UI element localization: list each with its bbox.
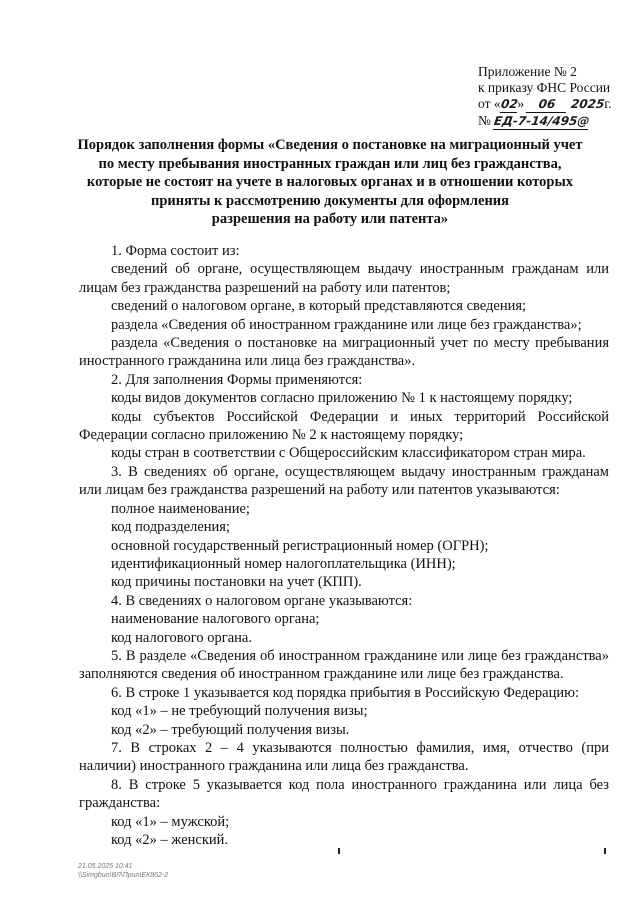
paragraph: код причины постановки на учет (КПП).: [111, 574, 362, 591]
paragraph: 6. В строке 1 указывается код порядка прибытия в Российскую Федерацию:: [111, 684, 579, 701]
appendix-date: от «02» 06 2025г.: [478, 96, 612, 111]
paragraph: идентификационный номер налогоплательщика (ИНН);: [111, 555, 456, 572]
paragraph: код «2» – требующий получения визы.: [111, 721, 350, 738]
number-prefix: №: [478, 113, 495, 128]
paragraph: раздела «Сведения о постановке на миграционный учет по месту пребывания иностранного гражданина или лица без гражданства».: [79, 335, 609, 370]
paragraph: код подразделения;: [111, 519, 230, 536]
title-line: Порядок заполнения формы «Сведения о постановке на миграционный учет: [77, 137, 583, 153]
paragraph: код «1» – мужской;: [111, 813, 230, 830]
paragraph: 7. В строках 2 – 4 указываются полностью фамилия, имя, отчество (при наличии) иностранного гражданина или лица без гражданства.: [79, 739, 609, 775]
scan-mark: [338, 848, 340, 854]
paragraph: код «1» – не требующий получения визы;: [111, 703, 368, 720]
paragraph: 4. В сведениях о налоговом органе указываются:: [111, 592, 413, 609]
date-month: 06: [526, 96, 568, 113]
title-line: по месту пребывания иностранных граждан или лиц без гражданства,: [98, 155, 562, 172]
paragraph: коды видов документов согласно приложению № 1 к настоящему порядку;: [111, 390, 573, 407]
date-year: 2025: [569, 97, 606, 111]
paragraph: код налогового органа.: [111, 629, 252, 646]
appendix-order-ref: к приказу ФНС России: [478, 80, 611, 95]
appendix-number: [478, 113, 628, 130]
footer-stamp: [78, 862, 168, 880]
title-line: разрешения на работу или патента»: [211, 211, 449, 227]
paragraph: 1. Форма состоит из:: [111, 243, 240, 259]
appendix-title: Приложение № 2: [478, 64, 577, 79]
paragraph: наименование налогового органа;: [111, 611, 320, 628]
paragraph: код «2» – женский.: [111, 832, 229, 848]
scan-mark: [604, 848, 606, 854]
footer-path: \\Simgbuo\ВЛ\Прил\ЕК862-2: [78, 872, 169, 879]
date-prefix: от «: [478, 96, 501, 111]
paragraph: 8. В строке 5 указывается код пола иностранного гражданина или лица без гражданства:: [79, 776, 609, 812]
footer-datetime: 21.05.2025 10:41: [78, 863, 133, 870]
paragraph: 3. В сведениях об органе, осуществляющем выдачу иностранным гражданам или лицам без гражданства разрешений на работу или патентов указываются:: [79, 463, 609, 499]
date-suffix: г.: [604, 96, 612, 111]
paragraph: 2. Для заполнения Формы применяются:: [111, 371, 363, 388]
title-line: которые не состоят на учете в налоговых органах и в отношении которых: [86, 174, 574, 190]
paragraph: коды субъектов Российской Федерации и иных территорий Российской Федерации согласно приложению № 2 к настоящему порядку;: [79, 408, 609, 444]
paragraph: основной государственный регистрационный номер (ОГРН);: [111, 537, 489, 554]
paragraph: полное наименование;: [111, 500, 250, 517]
paragraph: раздела «Сведения об иностранном гражданине или лице без гражданства»;: [111, 316, 582, 333]
title-line: приняты к рассмотрению документы для оформления: [150, 192, 509, 209]
number-value: ЕД-7-14/495@: [493, 114, 591, 128]
paragraph: сведений о налоговом органе, в который представляются сведения;: [111, 298, 527, 315]
document-body: [79, 242, 609, 849]
document-title: [70, 136, 590, 229]
paragraph: сведений об органе, осуществляющем выдачу иностранным гражданам или лицам без гражданства разрешений на работу или патентов;: [79, 261, 609, 296]
paragraph: 5. В разделе «Сведения об иностранном гражданине или лице без гражданства» заполняются сведения об иностранном гражданине или лице без гражданства.: [79, 647, 609, 683]
paragraph: коды стран в соответствии с Общероссийским классификатором стран мира.: [111, 445, 586, 462]
date-day: 02: [499, 97, 519, 111]
appendix-block: [478, 64, 628, 130]
